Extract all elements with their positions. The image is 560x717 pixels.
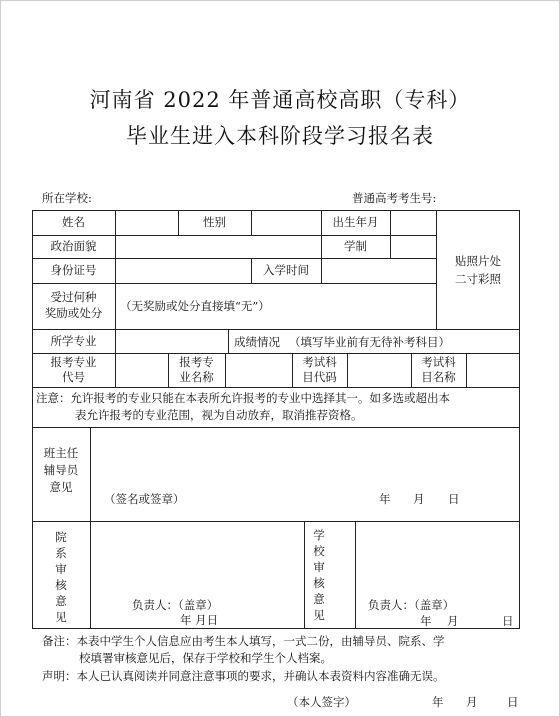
footer-month: 月 — [466, 695, 478, 709]
apply-major-code-label-1: 报考专业 — [50, 355, 97, 369]
school-year: 年 — [420, 614, 432, 628]
dept-date: 年 月日 — [180, 613, 219, 627]
teacher-label-3: 意见 — [49, 480, 73, 494]
teacher-year: 年 — [379, 492, 391, 506]
school-resp: 负责人：（盖章） — [368, 598, 455, 612]
name-label: 姓名 — [62, 215, 85, 229]
political-field[interactable] — [115, 237, 321, 257]
dept-resp: 负责人：（盖章） — [132, 598, 219, 612]
subject-code-label-2: 目代码 — [302, 370, 337, 384]
id-number-label: 身份证号 — [50, 263, 97, 277]
dept-label-3: 审 — [55, 562, 67, 576]
birth-label: 出生年月 — [332, 215, 379, 229]
school-day: 日 — [502, 614, 514, 628]
school-label-4: 核 — [313, 576, 325, 590]
remark-line-1: 备注：本表中学生个人信息应由考生本人填写，一式二份，由辅导员、院系、学 — [42, 634, 445, 648]
teacher-sign: （签名或签章） — [104, 492, 185, 506]
notice-line-1: 注意：允许报考的专业只能在本表所允许报考的专业中选择其一。如多选或超出本 — [36, 391, 450, 405]
gender-field[interactable] — [251, 212, 321, 234]
title-line-2: 毕业生进入本科阶段学习报名表 — [126, 124, 434, 148]
teacher-label-1: 班主任 — [43, 446, 79, 460]
title-line-1: 河南省 2022 年普通高校高职（专科） — [89, 88, 471, 112]
school-label-5: 意 — [313, 592, 325, 606]
enroll-time-label: 入学时间 — [263, 263, 309, 277]
id-number-field[interactable] — [115, 260, 251, 282]
dept-label-5: 意 — [55, 594, 67, 608]
apply-major-code-label-2: 代号 — [62, 370, 85, 384]
dept-label-4: 核 — [55, 578, 67, 592]
political-label: 政治面貌 — [50, 239, 97, 253]
enroll-time-field[interactable] — [321, 260, 436, 282]
dept-label-2: 系 — [55, 546, 67, 560]
birth-field[interactable] — [390, 212, 436, 234]
duration-field[interactable] — [390, 237, 436, 257]
apply-major-name-label-2: 业名称 — [179, 370, 214, 384]
school-month: 月 — [447, 614, 459, 628]
dept-label-6: 见 — [55, 610, 67, 624]
teacher-month: 月 — [413, 492, 425, 506]
apply-major-name-label-1: 报考专 — [179, 355, 214, 369]
subject-name-label-1: 考试科 — [421, 355, 456, 369]
photo-label-1: 贴照片处 — [455, 254, 501, 268]
dept-label-1: 院 — [55, 530, 67, 544]
award-hint: （无奖励或处分直接填“无”） — [120, 299, 270, 313]
school-label-2: 校 — [313, 544, 325, 558]
duration-label: 学制 — [344, 239, 367, 253]
remark-line-2: 校填署审核意见后，保存于学校和学生个人档案。 — [79, 651, 332, 665]
school-label-6: 见 — [313, 608, 325, 622]
subject-code-label-1: 考试科 — [302, 355, 337, 369]
footer-year: 年 — [432, 695, 444, 709]
major-field[interactable] — [115, 331, 228, 352]
subject-name-label-2: 目名称 — [421, 370, 456, 384]
school-label-1: 学 — [313, 528, 325, 542]
notice-line-2: 表允许报考的专业范围，视为自动放弃，取消推荐资格。 — [75, 408, 363, 422]
grades-label: 成绩情况 — [234, 335, 280, 349]
school-label-3: 审 — [313, 560, 325, 574]
gender-label: 性别 — [203, 215, 226, 229]
teacher-day: 日 — [448, 492, 460, 506]
grades-hint: （填写毕业前有无待补考科目） — [289, 335, 450, 349]
declaration: 声明：本人已认真阅读并同意注意事项的要求，并确认本表资料内容准确无误。 — [42, 669, 445, 683]
award-label-1: 受过何种 — [50, 290, 97, 304]
photo-label-2: 二寸彩照 — [455, 272, 501, 286]
school-label: 所在学校: — [42, 191, 92, 205]
footer-day: 日 — [507, 695, 519, 709]
major-label: 所学专业 — [50, 334, 97, 348]
name-field[interactable] — [115, 212, 178, 234]
signature-label: （本人签字） — [287, 695, 356, 709]
teacher-label-2: 辅导员 — [43, 463, 79, 477]
exam-number-label: 普通高考考生号: — [352, 191, 437, 205]
award-label-2: 奖励或处分 — [44, 306, 103, 320]
